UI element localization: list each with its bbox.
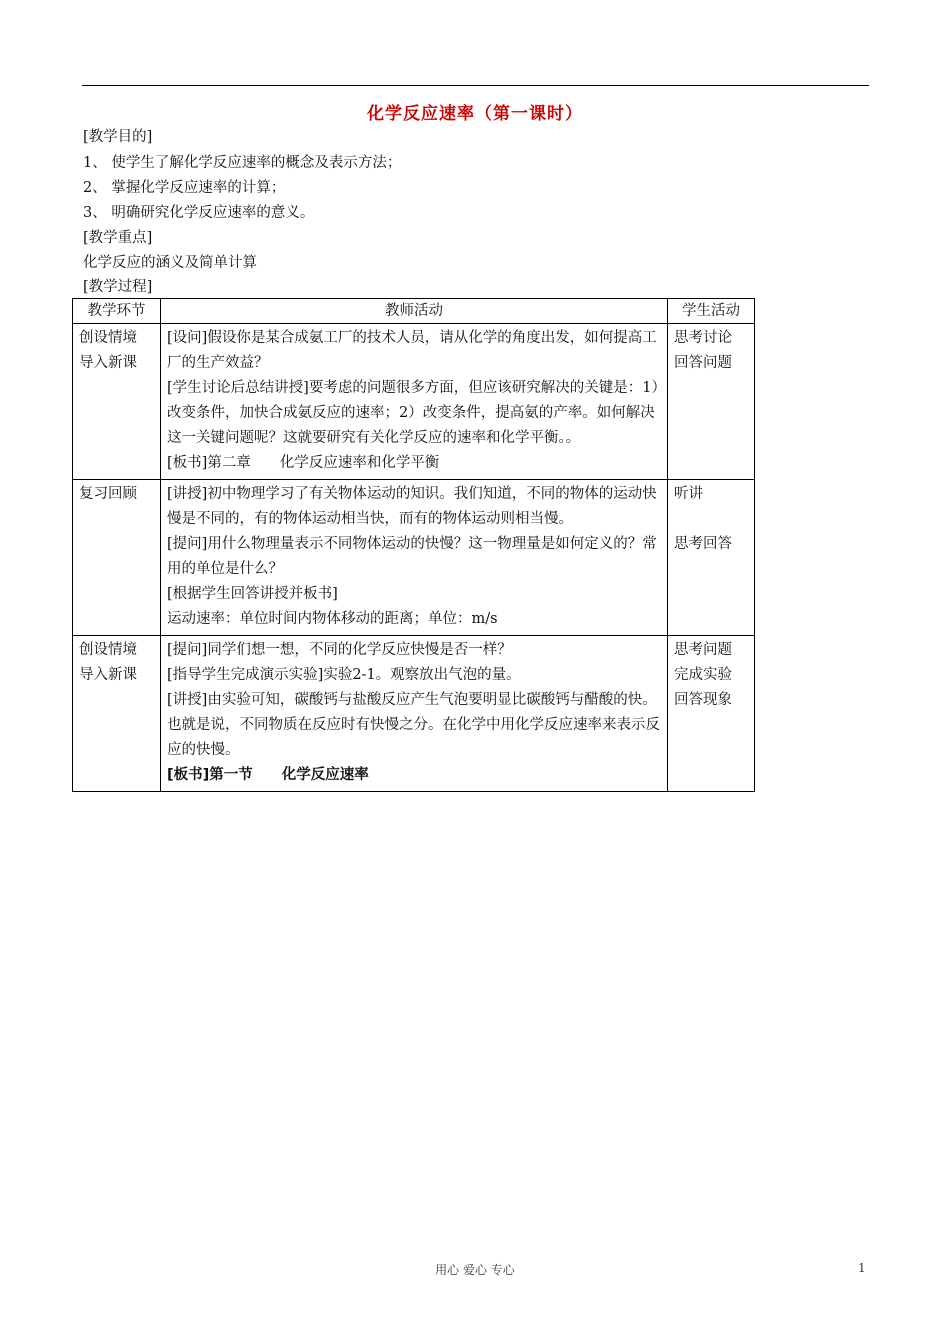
teacher-paragraph: [讲授]由实验可知，碳酸钙与盐酸反应产生气泡要明显比碳酸钙与醋酸的快。也就是说，不同物质在反应时有快慢之分。在化学中用化学反应速率来表示反应的快慢。 [167, 692, 660, 758]
table-row [73, 636, 755, 792]
teacher-cell [161, 636, 668, 792]
student-line: 听讲 [674, 486, 703, 502]
stage-cell [73, 480, 161, 636]
student-cell [668, 480, 755, 636]
student-cell [668, 636, 755, 792]
teacher-paragraph: [提问]同学们想一想，不同的化学反应快慢是否一样？ [167, 642, 512, 658]
teacher-board-note: [板书]第二章 化学反应速率和化学平衡 [167, 455, 440, 471]
student-line: 回答问题 [674, 355, 732, 371]
stage-line: 导入新课 [79, 667, 137, 683]
table-row [73, 480, 755, 636]
objectives-heading: [教学目的] [83, 129, 153, 145]
page-footer: 用心 爱心 专心 [435, 1263, 515, 1277]
table-header-row [73, 299, 755, 324]
teacher-paragraph: 运动速率：单位时间内物体移动的距离；单位：m/s [167, 611, 498, 627]
process-heading: [教学过程] [83, 279, 153, 295]
stage-line: 创设情境 [79, 330, 137, 346]
teacher-paragraph: [讲授]初中物理学习了有关物体运动的知识。我们知道，不同的物体的运动快慢是不同的，有的物体运动相当快，而有的物体运动则相当慢。 [167, 486, 657, 527]
objective-item: 1、 使学生了解化学反应速率的概念及表示方法； [83, 155, 402, 171]
teacher-paragraph: [根据学生回答讲授并板书] [167, 586, 338, 602]
stage-cell [73, 324, 161, 480]
student-cell [668, 324, 755, 480]
teacher-paragraph: [指导学生完成演示实验]实验2-1。观察放出气泡的量。 [167, 667, 521, 683]
focus-heading: [教学重点] [83, 230, 153, 246]
student-line: 思考回答 [674, 536, 732, 552]
teacher-paragraph: [提问]用什么物理量表示不同物体运动的快慢？这一物理量是如何定义的？常用的单位是什么？ [167, 536, 657, 577]
stage-cell [73, 636, 161, 792]
focus-text: 化学反应的涵义及简单计算 [83, 255, 257, 271]
objective-item: 3、 明确研究化学反应速率的意义。 [83, 205, 315, 221]
teacher-board-note: [板书]第一节 化学反应速率 [167, 767, 369, 783]
student-line: 思考问题 [674, 642, 732, 658]
teacher-paragraph: [学生讨论后总结讲授]要考虑的问题很多方面，但应该研究解决的关键是：1）改变条件，加快合成氨反应的速率；2）改变条件，提高氨的产率。如何解决这一关键问题呢？这就要研究有关化学反应的速率和化学平衡。。 [167, 380, 659, 446]
teaching-process-table [72, 298, 755, 792]
teacher-paragraph: [设问]假设你是某合成氨工厂的技术人员，请从化学的角度出发，如何提高工厂的生产效益？ [167, 330, 657, 371]
table-row [73, 324, 755, 480]
teacher-cell [161, 324, 668, 480]
column-header-teacher: 教师活动 [161, 299, 668, 324]
page-number: 1 [858, 1261, 866, 1275]
header-rule [82, 85, 869, 86]
student-line: 思考讨论 [674, 330, 732, 346]
stage-line: 复习回顾 [79, 486, 137, 502]
student-line: 完成实验 [674, 667, 732, 683]
student-line: 回答现象 [674, 692, 732, 708]
stage-line: 导入新课 [79, 355, 137, 371]
teacher-cell [161, 480, 668, 636]
stage-line: 创设情境 [79, 642, 137, 658]
page-title: 化学反应速率（第一课时） [367, 104, 583, 124]
column-header-student: 学生活动 [668, 299, 755, 324]
column-header-stage: 教学环节 [73, 299, 161, 324]
spacer [674, 507, 749, 532]
objective-item: 2、 掌握化学反应速率的计算； [83, 180, 286, 196]
